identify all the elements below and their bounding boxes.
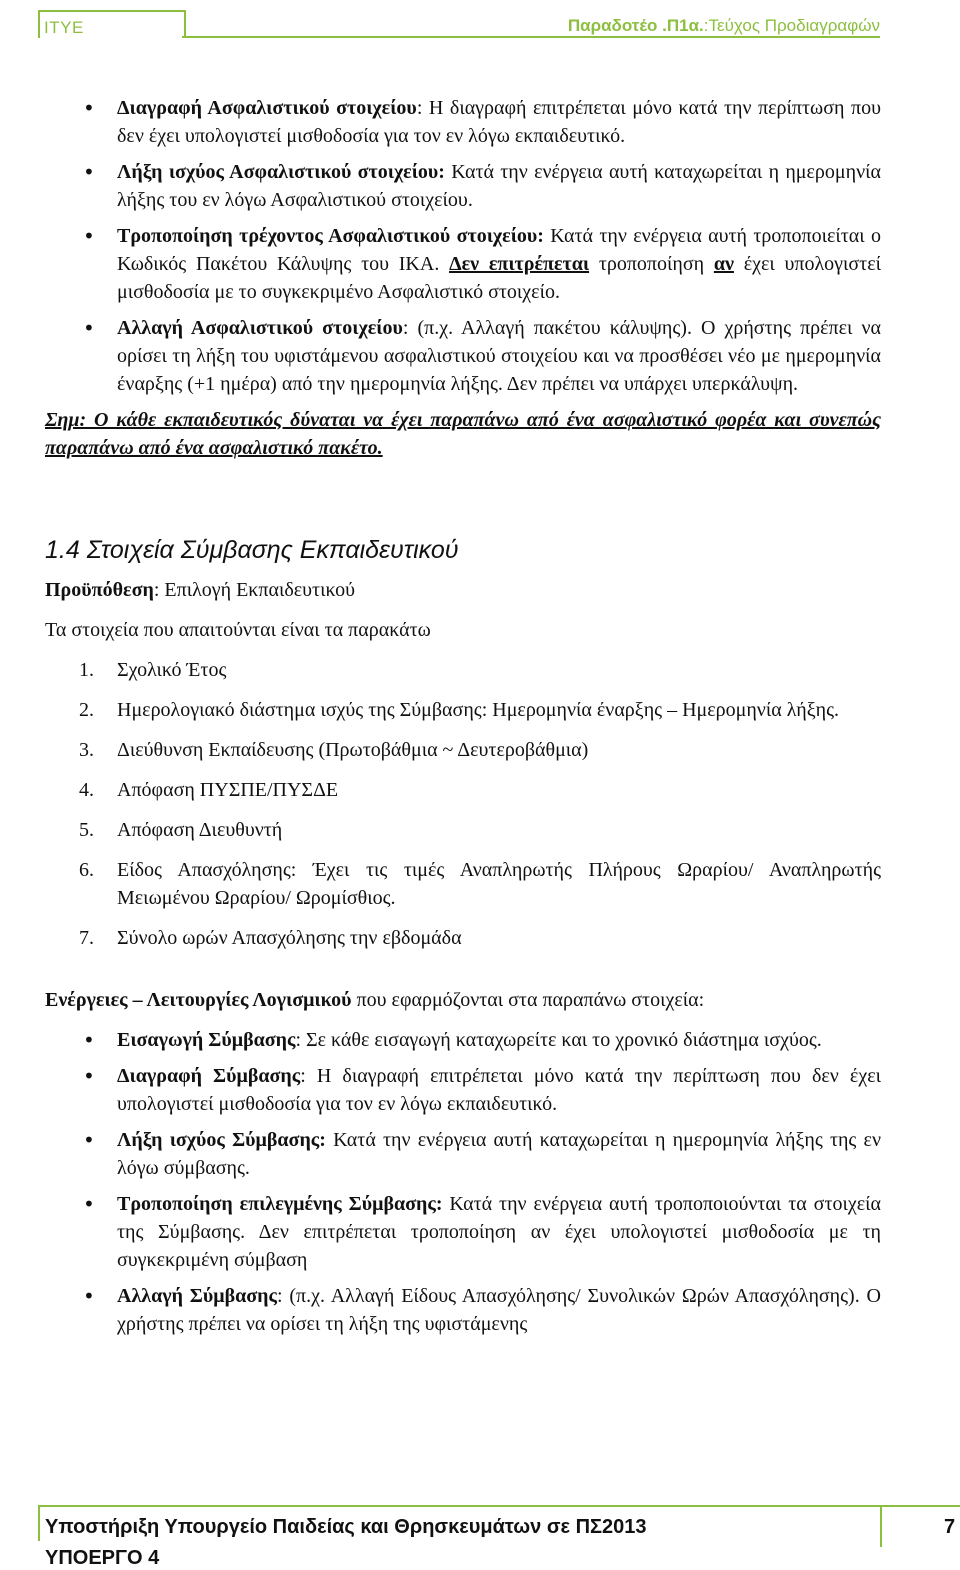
bullet-bold: Διαγραφή Σύμβασης bbox=[117, 1065, 301, 1087]
prerequisite-label: Προϋπόθεση bbox=[45, 579, 154, 601]
list-text: Απόφαση ΠΥΣΠΕ/ΠΥΣΔΕ bbox=[117, 779, 339, 801]
list-number: 4. bbox=[79, 779, 94, 801]
list-number: 5. bbox=[79, 819, 94, 841]
bullet-text: Κατά την ενέργεια αυτή τροποποιούνται τα στοιχεία της Σύμβασης. Δεν επιτρέπεται τροποποίηση αν έχει υπολογιστεί μισθοδοσία με τη συγκεκριμένη σύμβαση bbox=[117, 1193, 881, 1271]
page-number: 7 bbox=[944, 1516, 956, 1538]
section-heading: 1.4 Στοιχεία Σύμβασης Εκπαιδευτικού bbox=[45, 536, 459, 564]
list-item bbox=[45, 776, 881, 804]
list-text: Σύνολο ωρών Απασχόλησης την εβδομάδα bbox=[117, 927, 462, 949]
header-title bbox=[568, 16, 880, 36]
actions-label: Ενέργειες – Λειτουργίες Λογισμικού bbox=[45, 989, 352, 1011]
bullet-emphasis: αν bbox=[713, 253, 734, 275]
bullet-item bbox=[45, 1026, 881, 1054]
bullet-text: : Σε κάθε εισαγωγή καταχωρείτε και το χρονικό διάστημα ισχύος. bbox=[295, 1029, 822, 1051]
bullet-emphasis: Δεν επιτρέπεται bbox=[449, 253, 590, 275]
list-text: Διεύθυνση Εκπαίδευσης (Πρωτοβάθμια ~ Δευτεροβάθμια) bbox=[117, 739, 589, 761]
document-body bbox=[45, 94, 881, 1346]
footer-subtitle: ΥΠΟΕΡΓΟ 4 bbox=[45, 1547, 160, 1569]
bullet-text: : (π.χ. Αλλαγή Είδους Απασχόλησης/ Συνολικών Ωρών Απασχόλησης). Ο χρήστης πρέπει να ορίσει τη λήξη της υφιστάμενης bbox=[117, 1285, 882, 1335]
prerequisite-text: : Επιλογή Εκπαιδευτικού bbox=[153, 579, 356, 601]
bullet-item bbox=[45, 1282, 881, 1338]
note: Σημ: Ο κάθε εκπαιδευτικός δύναται να έχει παραπάνω από ένα ασφαλιστικό φορέα και συνεπώς παραπάνω από ένα ασφαλιστικό πακέτο. bbox=[45, 409, 881, 459]
header-rule bbox=[182, 36, 880, 38]
bullet-item bbox=[45, 158, 881, 214]
header-left-text: ΙΤΥΕ bbox=[44, 18, 84, 37]
bullet-bold: Τροποποίηση επιλεγμένης Σύμβασης: bbox=[117, 1193, 443, 1215]
header-left-box bbox=[38, 10, 186, 38]
footer-title: Υποστήριξη Υπουργείο Παιδείας και Θρησκευμάτων σε ΠΣ2013 bbox=[45, 1516, 647, 1538]
bullet-text: Κατά την ενέργεια αυτή καταχωρείται η ημερομηνία λήξης του εν λόγω Ασφαλιστικού στοιχείου. bbox=[117, 161, 881, 211]
bullet-item bbox=[45, 1190, 881, 1274]
header-title-rest: :Τεύχος Προδιαγραφών bbox=[703, 16, 880, 35]
bullet-bold: Διαγραφή Ασφαλιστικού στοιχείου bbox=[117, 97, 417, 119]
bullet-item bbox=[45, 222, 881, 306]
bullet-bold: Αλλαγή Ασφαλιστικού στοιχείου bbox=[117, 317, 403, 339]
prerequisite bbox=[45, 576, 881, 604]
list-item bbox=[45, 736, 881, 764]
bullet-item bbox=[45, 94, 881, 150]
list-number: 1. bbox=[79, 659, 94, 681]
list-number: 2. bbox=[79, 699, 94, 721]
bullet-bold: Αλλαγή Σύμβασης bbox=[117, 1285, 277, 1307]
list-number: 3. bbox=[79, 739, 94, 761]
list-number: 7. bbox=[79, 927, 94, 949]
bullet-text: έχει υπολογιστεί μισθοδοσία με το συγκεκριμένο Ασφαλιστικό στοιχείο. bbox=[117, 253, 881, 303]
list-item bbox=[45, 696, 881, 724]
bullet-text: : (π.χ. Αλλαγή πακέτου κάλυψης). Ο χρήστης πρέπει να ορίσει τη λήξη του υφιστάμενου ασφαλιστικού στοιχείου και να προσθέσει νέο με ημερομηνία έναρξης (+1 ημέρα) από την ημερομηνία λήξης. Δεν πρέπει να υπάρχει υπερκάλυψη. bbox=[117, 317, 881, 395]
bullet-bold: Τροποποίηση τρέχοντος Ασφαλιστικού στοιχείου: bbox=[117, 225, 544, 247]
bullet-item bbox=[45, 1062, 881, 1118]
list-item bbox=[45, 856, 881, 912]
bullet-text: : Η διαγραφή επιτρέπεται μόνο κατά την περίπτωση που δεν έχει υπολογιστεί μισθοδοσία για τον εν λόγω εκπαιδευτικό. bbox=[117, 97, 882, 147]
intro-text: Τα στοιχεία που απαιτούνται είναι τα παρακάτω bbox=[45, 619, 431, 641]
bullet-text: : Η διαγραφή επιτρέπεται μόνο κατά την περίπτωση που δεν έχει υπολογιστεί μισθοδοσία για τον εν λόγω εκπαιδευτικό. bbox=[117, 1065, 881, 1115]
actions-text: που εφαρμόζονται στα παραπάνω στοιχεία: bbox=[351, 989, 705, 1011]
bullet-text: τροποποίηση bbox=[589, 253, 714, 275]
list-item bbox=[45, 656, 881, 684]
list-number: 6. bbox=[79, 859, 94, 881]
list-text: Σχολικό Έτος bbox=[117, 659, 227, 681]
bullet-bold: Λήξη ισχύος Ασφαλιστικού στοιχείου: bbox=[117, 161, 445, 183]
list-item bbox=[45, 816, 881, 844]
list-text: Απόφαση Διευθυντή bbox=[117, 819, 283, 841]
bullet-text: Κατά την ενέργεια αυτή καταχωρείται η ημερομηνία λήξης της εν λόγω σύμβασης. bbox=[117, 1129, 882, 1179]
list-text: Ημερολογιακό διάστημα ισχύς της Σύμβασης: Ημερομηνία έναρξης – Ημερομηνία λήξης. bbox=[117, 699, 839, 721]
bullet-item bbox=[45, 314, 881, 398]
bullet-item bbox=[45, 1126, 881, 1182]
list-item bbox=[45, 924, 881, 952]
actions-intro bbox=[45, 986, 881, 1014]
list-text: Είδος Απασχόλησης: Έχει τις τιμές Αναπληρωτής Πλήρους Ωραρίου/ Αναπληρωτής Μειωμένου Ωραρίου/ Ωρομίσθιος. bbox=[117, 859, 881, 909]
bullet-text: Κατά την ενέργεια αυτή τροποποιείται ο Κωδικός Πακέτου Κάλυψης του ΙΚΑ. bbox=[117, 225, 881, 275]
bullet-bold: Εισαγωγή Σύμβασης bbox=[117, 1029, 296, 1051]
bullet-bold: Λήξη ισχύος Σύμβασης: bbox=[117, 1129, 326, 1151]
header-title-bold: Παραδοτέο .Π1α. bbox=[567, 16, 704, 35]
